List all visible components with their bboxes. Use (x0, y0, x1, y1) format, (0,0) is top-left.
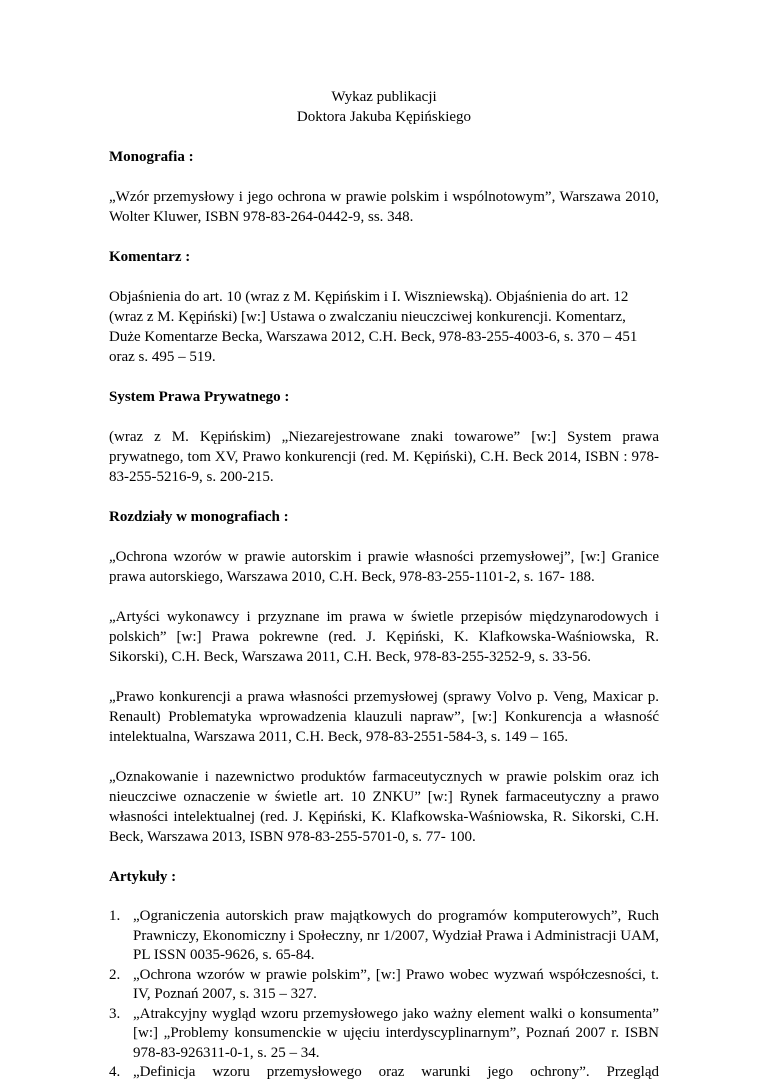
list-item-text: „Definicja wzoru przemysłowego oraz warunki jego ochrony”. Przegląd (133, 1064, 659, 1080)
komentarz-text: Objaśnienia do art. 10 (wraz z M. Kępińskim i I. Wiszniewską). Objaśnienia do art. 12 (wraz z M. Kępiński) [w:] Ustawa o zwalczaniu nieuczciwej konkurencji. Komentarz, Duże Komentarze Becka, Warszawa 2012, C.H. Beck, 978-83-255-4003-6, s. 370 – 451 oraz s. 495 – 519. (109, 289, 638, 365)
document-page (109, 0, 659, 1083)
rozdzial-item: „Prawo konkurencji a prawa własności przemysłowej (sprawy Volvo p. Veng, Maxicar p. Renault) Problematyka wprowadzenia klauzuli napraw”, [w:] Konkurencja a własność intelektualna, Warszawa 2011, C.H. Beck, 978-83-2551-584-3, s. 149 – 165. (109, 689, 659, 745)
list-item (109, 1063, 659, 1083)
list-item-text: „Ograniczenia autorskich praw majątkowych do programów komputerowych”, Ruch Prawniczy, Ekonomiczny i Społeczny, nr 1/2007, Wydział Prawa i Administracji UAM, PL ISSN 0035-9626, s. 65-84. (133, 908, 659, 963)
list-item (109, 1005, 659, 1064)
list-number: 4. (109, 1064, 121, 1080)
list-item-text: „Ochrona wzorów w prawie polskim”, [w:] Prawo wobec wyzwań współczesności, t. IV, Poznań 2007, s. 315 – 327. (133, 966, 659, 1002)
document-title (109, 87, 659, 127)
system-text: (wraz z M. Kępińskim) „Niezarejestrowane znaki towarowe” [w:] System prawa prywatnego, tom XV, Prawo konkurencji (red. M. Kępiński), C.H. Beck 2014, ISBN : 978-83-255-5216-9, s. 200-215. (109, 429, 659, 485)
list-item-text: „Atrakcyjny wygląd wzoru przemysłowego jako ważny element walki o konsumenta” [w:] „Problemy konsumenckie w ujęciu interdyscyplinarnym”, Poznań 2007 r. ISBN 978-83-926311-0-1, s. 25 – 34. (133, 1005, 659, 1061)
list-number: 1. (109, 908, 121, 924)
section-heading-rozdzialy: Rozdziały w monografiach : (109, 509, 289, 525)
rozdzial-item: „Oznakowanie i nazewnictwo produktów farmaceutycznych w prawie polskim oraz ich nieuczciwe oznaczenie w świetle art. 10 ZNKU” [w:] Rynek farmaceutyczny a prawo własności intelektualnej (red. J. Kępiński, K. Klafkowska-Waśniowska, R. Sikorski, C.H. Beck, Warszawa 2013, ISBN 978-83-255-5701-0, s. 77- 100. (109, 769, 659, 845)
rozdzial-item: „Ochrona wzorów w prawie autorskim i prawie własności przemysłowej”, [w:] Granice prawa autorskiego, Warszawa 2010, C.H. Beck, 978-83-255-1101-2, s. 167- 188. (109, 549, 659, 585)
list-number: 2. (109, 966, 121, 983)
section-heading-komentarz: Komentarz : (109, 249, 191, 265)
articles-list (109, 907, 659, 1083)
monografia-text: „Wzór przemysłowy i jego ochrona w prawie polskim i wspólnotowym”, Warszawa 2010, Wolter Kluwer, ISBN 978-83-264-0442-9, ss. 348. (109, 189, 659, 225)
rozdzial-item: „Artyści wykonawcy i przyznane im prawa w świetle przepisów międzynarodowych i polskich” [w:] Prawa pokrewne (red. J. Kępiński, K. Klafkowska-Waśniowska, R. Sikorski), C.H. Beck, Warszawa 2011, C.H. Beck, 978-83-255-3252-9, s. 33-56. (109, 609, 659, 665)
title-line-1: Wykaz publikacji (331, 89, 437, 105)
list-number: 3. (109, 1005, 121, 1022)
list-item (109, 907, 659, 966)
list-item (109, 966, 659, 1005)
section-heading-system: System Prawa Prywatnego : (109, 389, 290, 405)
section-heading-artykuly: Artykuły : (109, 869, 177, 885)
section-heading-monografia: Monografia : (109, 149, 194, 165)
title-line-2: Doktora Jakuba Kępińskiego (296, 109, 472, 125)
